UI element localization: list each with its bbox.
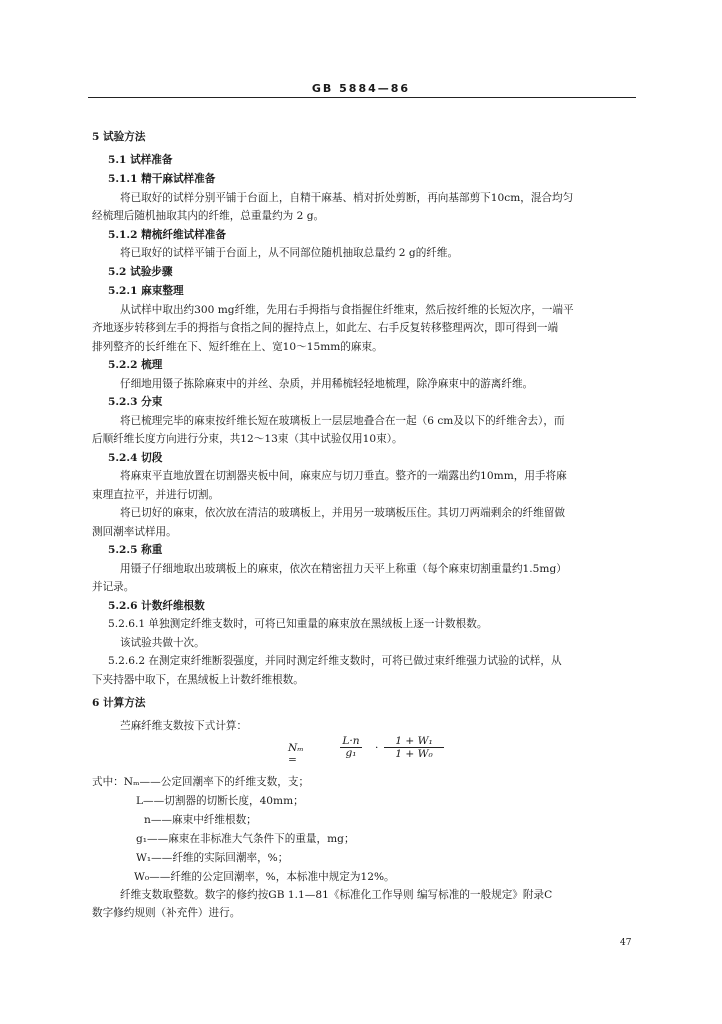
text-line: W₀——纤维的公定回潮率，%，本标准中规定为12%。 bbox=[134, 871, 395, 883]
text-line: 5.1.1 精干麻试样准备 bbox=[108, 173, 216, 185]
formula-den2: 1 + W₀ bbox=[395, 748, 433, 760]
formula-lhs: Nₘ = bbox=[288, 742, 304, 766]
formula-fraction-2 bbox=[384, 735, 444, 760]
text-line: 5.1 试样准备 bbox=[108, 154, 173, 166]
formula-den1: g₁ bbox=[345, 747, 357, 759]
text-line: W₁——纤维的实际回潮率，%； bbox=[136, 852, 289, 864]
formula-dot: · bbox=[375, 742, 379, 754]
text-line: 测回潮率试样用。 bbox=[92, 526, 177, 538]
text-line: 5.1.2 精梳纤维试样准备 bbox=[108, 229, 226, 241]
text-line: 将已梳理完毕的麻束按纤维长短在玻璃板上一层层地叠合在一起（6 cm及以下的纤维舍去），而 bbox=[120, 415, 565, 427]
text-line: 后顺纤维长度方向进行分束，共12～13束（其中试验仅用10束）。 bbox=[92, 433, 403, 445]
text-line: 束理直拉平，并进行切割。 bbox=[92, 489, 220, 501]
text-line: 5.2.5 称重 bbox=[108, 544, 163, 556]
text-line: 5.2.6 计数纤维根数 bbox=[108, 600, 205, 612]
text-line: 齐地逐步转移到左手的拇指与食指之间的握持点上，如此左、右手反复转移整理两次，即可得到一端 bbox=[92, 322, 559, 334]
header-rule bbox=[88, 97, 636, 98]
text-line: 将已切好的麻束，依次放在清洁的玻璃板上，并用另一玻璃板压住。其切刀两端剩余的纤维留做 bbox=[120, 507, 565, 519]
page-number: 47 bbox=[620, 938, 632, 948]
formula-num2: 1 + W₁ bbox=[384, 735, 444, 748]
text-line: 将麻束平直地放置在切割器夹板中间，麻束应与切刀垂直。整齐的一端露出约10mm，用手将麻 bbox=[120, 470, 567, 482]
text-line: 将已取好的试样平铺于台面上，从不同部位随机抽取总量约 2 g的纤维。 bbox=[120, 247, 459, 259]
text-line: 5 试验方法 bbox=[92, 131, 146, 143]
page-header: GB 5884—86 bbox=[311, 82, 411, 95]
text-line: 5.2.3 分束 bbox=[108, 396, 163, 408]
text-line: 用镊子仔细地取出玻璃板上的麻束，依次在精密扭力天平上称重（每个麻束切割重量约1.5mg） bbox=[120, 563, 567, 575]
formula-fraction-1 bbox=[330, 735, 372, 759]
text-line: L——切割器的切断长度，40mm； bbox=[136, 795, 304, 807]
text-line: 并记录。 bbox=[92, 581, 135, 593]
text-line: 6 计算方法 bbox=[92, 697, 146, 709]
text-line: 式中：Nₘ——公定回潮率下的纤维支数，支； bbox=[92, 776, 310, 788]
text-line: 从试样中取出约300 mg纤维，先用右手拇指与食指握住纤维束，然后按纤维的长短次序，一端平 bbox=[120, 304, 574, 316]
text-line: 5.2.6.2 在测定束纤维断裂强度，并同时测定纤维支数时，可将已做过束纤维强力试验的试样，从 bbox=[108, 655, 562, 667]
text-line: g₁——麻束在非标准大气条件下的重量，mg； bbox=[136, 833, 355, 845]
text-line: 5.2.4 切段 bbox=[108, 452, 163, 464]
text-line: 该试验共做十次。 bbox=[120, 637, 205, 649]
text-line: 排列整齐的长纤维在下、短纤维在上、宽10～15mm的麻束。 bbox=[92, 341, 383, 353]
text-line: 纤维支数取整数。数字的修约按GB 1.1—81《标准化工作导则 编写标准的一般规定》附录C bbox=[120, 889, 553, 901]
text-line: n——麻束中纤维根数； bbox=[144, 814, 257, 826]
text-line: 5.2.6.1 单独测定纤维支数时，可将已知重量的麻束放在黑绒板上逐一计数根数。 bbox=[108, 618, 488, 630]
text-line: 仔细地用镊子拣除麻束中的并丝、杂质，并用稀梳轻轻地梳理，除净麻束中的游离纤维。 bbox=[120, 378, 534, 390]
text-line: 苎麻纤维支数按下式计算： bbox=[120, 720, 248, 732]
text-line: 下夹持器中取下，在黑绒板上计数纤维根数。 bbox=[92, 674, 304, 686]
text-line: 5.2.1 麻束整理 bbox=[108, 285, 184, 297]
text-line: 5.2.2 梳理 bbox=[108, 359, 163, 371]
text-line: 5.2 试验步骤 bbox=[108, 266, 173, 278]
text-line: 数字修约规则（补充件）进行。 bbox=[92, 907, 241, 919]
text-line: 将已取好的试样分别平铺于台面上，自精干麻基、梢对折处剪断，再向基部剪下10cm，混合均匀 bbox=[120, 192, 574, 204]
text-line: 经梳理后随机抽取其内的纤维，总重量约为 2 g。 bbox=[92, 210, 325, 222]
formula-num1: L·n bbox=[342, 735, 360, 747]
